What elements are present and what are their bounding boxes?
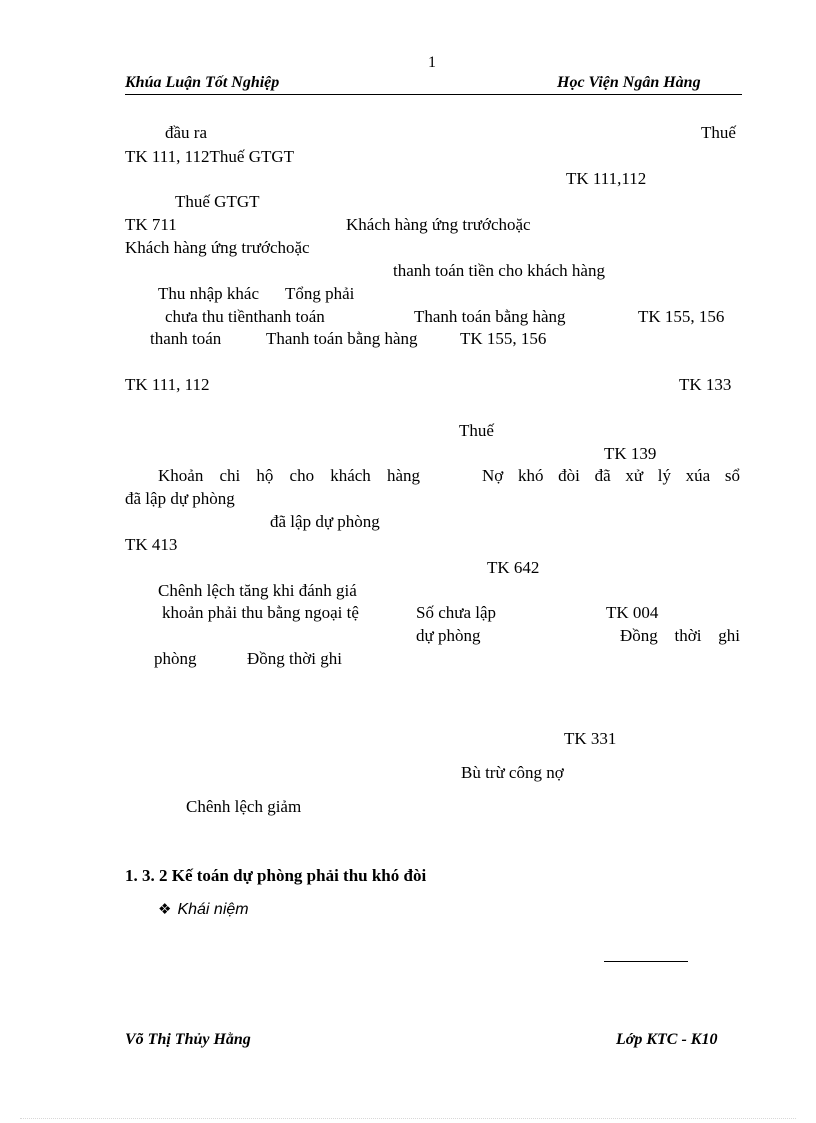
word: Khoản	[158, 466, 204, 485]
justified-line	[620, 626, 740, 646]
word: hàng	[386, 466, 420, 485]
word: xử	[625, 466, 644, 485]
text-line: TK 413	[125, 535, 178, 554]
section-heading: 1. 3. 2 Kế toán dự phòng phải thu khó đòi	[125, 866, 427, 885]
text-line: Thuế	[701, 123, 736, 142]
text-line: Thanh toán bằng hàng	[414, 307, 566, 326]
text-line: Khách hàng ứng trướchoặc	[125, 238, 310, 257]
word: xúa	[685, 466, 711, 485]
diamond-bullet-icon: ❖	[158, 900, 172, 918]
text-line: Chênh lệch giảm	[186, 797, 302, 816]
word: Đồng	[620, 626, 658, 645]
word: khó	[517, 466, 544, 485]
text-line: Số chưa lập	[416, 603, 497, 622]
text-line: Chênh lệch tăng khi đánh giá	[158, 581, 357, 600]
text-line: TK 111,112	[566, 169, 647, 188]
text-line: phòng	[154, 649, 197, 668]
justified-line	[158, 466, 420, 486]
word: cho	[289, 466, 315, 485]
text-line: TK 111, 112Thuế GTGT	[125, 147, 295, 166]
text-line: Thuế GTGT	[175, 192, 260, 211]
footer-left: Võ Thị Thủy Hằng	[125, 1031, 251, 1048]
short-rule	[604, 961, 688, 962]
text-line: Khách hàng ứng trướchoặc	[346, 215, 531, 234]
text-line: Tổng phải	[285, 284, 355, 303]
text-line: Thu nhập khác	[158, 284, 260, 303]
bullet-label: Khái niệm	[177, 901, 249, 918]
text-line: thanh toán	[150, 329, 222, 348]
text-line: Thuế	[459, 421, 494, 440]
text-line: TK 133	[679, 375, 732, 394]
text-line: TK 004	[606, 603, 659, 622]
text-line: TK 139	[604, 444, 657, 463]
text-line: TK 155, 156	[638, 307, 725, 326]
word: khách	[330, 466, 371, 485]
header-left: Khúa Luận Tốt Nghiệp	[125, 74, 280, 91]
word: hộ	[256, 466, 274, 485]
justified-line	[482, 466, 740, 486]
word: thời	[674, 626, 702, 645]
text-line: TK 642	[487, 558, 540, 577]
text-line: chưa thu tiềnthanh toán	[165, 307, 325, 326]
text-line: TK 111, 112	[125, 375, 210, 394]
text-line: Bù trừ công nợ	[461, 763, 564, 782]
page-number: 1	[428, 54, 436, 71]
footer-right: Lớp KTC - K10	[616, 1031, 718, 1048]
word: lý	[657, 466, 671, 485]
text-line: TK 155, 156	[460, 329, 547, 348]
text-line: TK 331	[564, 729, 617, 748]
text-line: đã lập dự phòng	[125, 489, 235, 508]
text-line: dự phòng	[416, 626, 481, 645]
text-line: Đồng thời ghi	[247, 649, 342, 668]
word: đã	[594, 466, 611, 485]
text-line: đã lập dự phòng	[270, 512, 380, 531]
word: chi	[219, 466, 241, 485]
text-line: TK 711	[125, 215, 177, 234]
word: ghi	[718, 626, 740, 645]
text-line: thanh toán tiền cho khách hàng	[393, 261, 605, 280]
bullet-item	[158, 899, 249, 920]
header-rule	[125, 94, 742, 95]
text-line: Thanh toán bằng hàng	[266, 329, 418, 348]
text-line: khoản phải thu bằng ngoại tệ	[162, 603, 359, 622]
text-line: đầu ra	[165, 123, 208, 142]
page-edge	[20, 1118, 796, 1119]
word: Nợ	[482, 466, 504, 485]
word: sổ	[724, 466, 740, 485]
header-right: Học Viện Ngân Hàng	[557, 74, 701, 91]
word: đòi	[558, 466, 580, 485]
